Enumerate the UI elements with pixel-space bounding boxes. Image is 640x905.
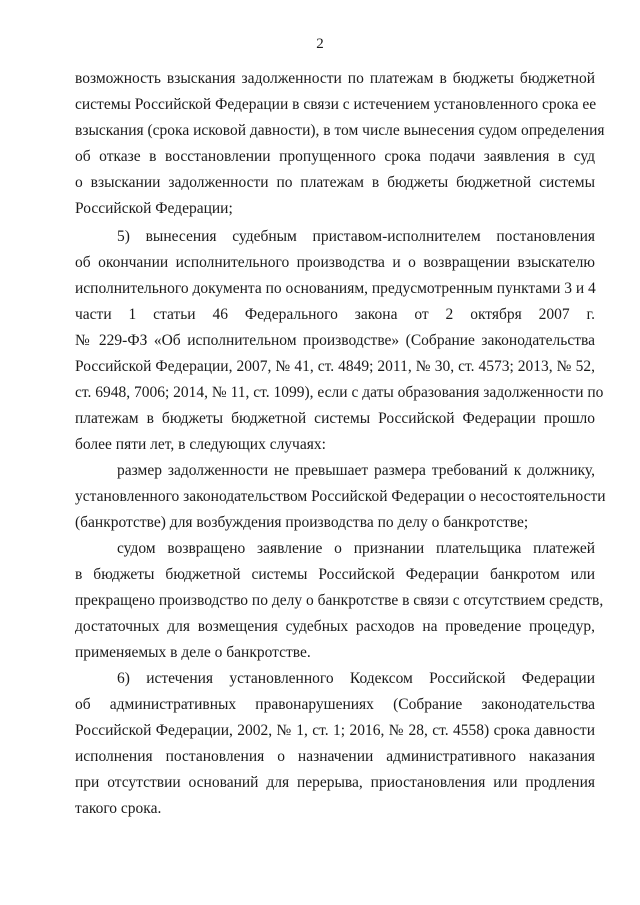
text-line: о взыскании задолженности по платежам в бюджеты бюджетной системы — [75, 174, 595, 191]
page-number: 2 — [316, 36, 324, 52]
text-line: об административных правонарушениях (Собрание законодательства — [75, 696, 595, 713]
text-line: достаточных для возмещения судебных расходов на проведение процедур, — [75, 618, 595, 635]
text-line: применяемых в деле о банкротстве. — [75, 644, 311, 661]
text-line: в бюджеты бюджетной системы Российской Федерации банкротом или — [75, 566, 595, 583]
text-line: части 1 статьи 46 Федерального закона от 2 октября 2007 г. — [75, 306, 595, 323]
text-line: при отсутствии оснований для перерыва, приостановления или продления — [75, 774, 595, 791]
text-line: размер задолженности не превышает размера требований к должнику, — [117, 462, 595, 479]
text-line: установленного законодательством Российской Федерации о несостоятельности — [75, 488, 606, 505]
text-line: (банкротстве) для возбуждения производства по делу о банкротстве; — [75, 514, 529, 531]
text-line: об отказе в восстановлении пропущенного срока подачи заявления в суд — [75, 148, 595, 165]
text-line: возможность взыскания задолженности по платежам в бюджеты бюджетной — [75, 70, 595, 87]
text-line: прекращено производство по делу о банкротстве в связи с отсутствием средств, — [75, 592, 604, 609]
text-line: № 229-ФЗ «Об исполнительном производстве» (Собрание законодательства — [75, 332, 595, 349]
text-line: исполнительного документа по основаниям, предусмотренным пунктами 3 и 4 — [75, 280, 596, 297]
text-line: такого срока. — [75, 800, 162, 817]
text-line: ст. 6948, 7006; 2014, № 11, ст. 1099), если с даты образования задолженности по — [75, 384, 604, 401]
text-line: более пяти лет, в следующих случаях: — [75, 436, 326, 453]
text-line: Российской Федерации; — [75, 200, 233, 217]
text-line: Российской Федерации, 2002, № 1, ст. 1; 2016, № 28, ст. 4558) срока давности — [75, 722, 595, 739]
text-line: платежам в бюджеты бюджетной системы Российской Федерации прошло — [75, 410, 595, 427]
text-line: системы Российской Федерации в связи с истечением установленного срока ее — [75, 96, 597, 113]
text-line: 5) вынесения судебным приставом-исполнителем постановления — [117, 228, 595, 245]
text-line: исполнения постановления о назначении административного наказания — [75, 748, 595, 765]
text-line: 6) истечения установленного Кодексом Российской Федерации — [117, 670, 595, 687]
text-line: об окончании исполнительного производства и о возвращении взыскателю — [75, 254, 595, 271]
text-line: взыскания (срока исковой давности), в том числе вынесения судом определения — [75, 122, 605, 139]
text-line: судом возвращено заявление о признании плательщика платежей — [117, 540, 595, 557]
text-line: Российской Федерации, 2007, № 41, ст. 4849; 2011, № 30, ст. 4573; 2013, № 52, — [75, 358, 595, 375]
